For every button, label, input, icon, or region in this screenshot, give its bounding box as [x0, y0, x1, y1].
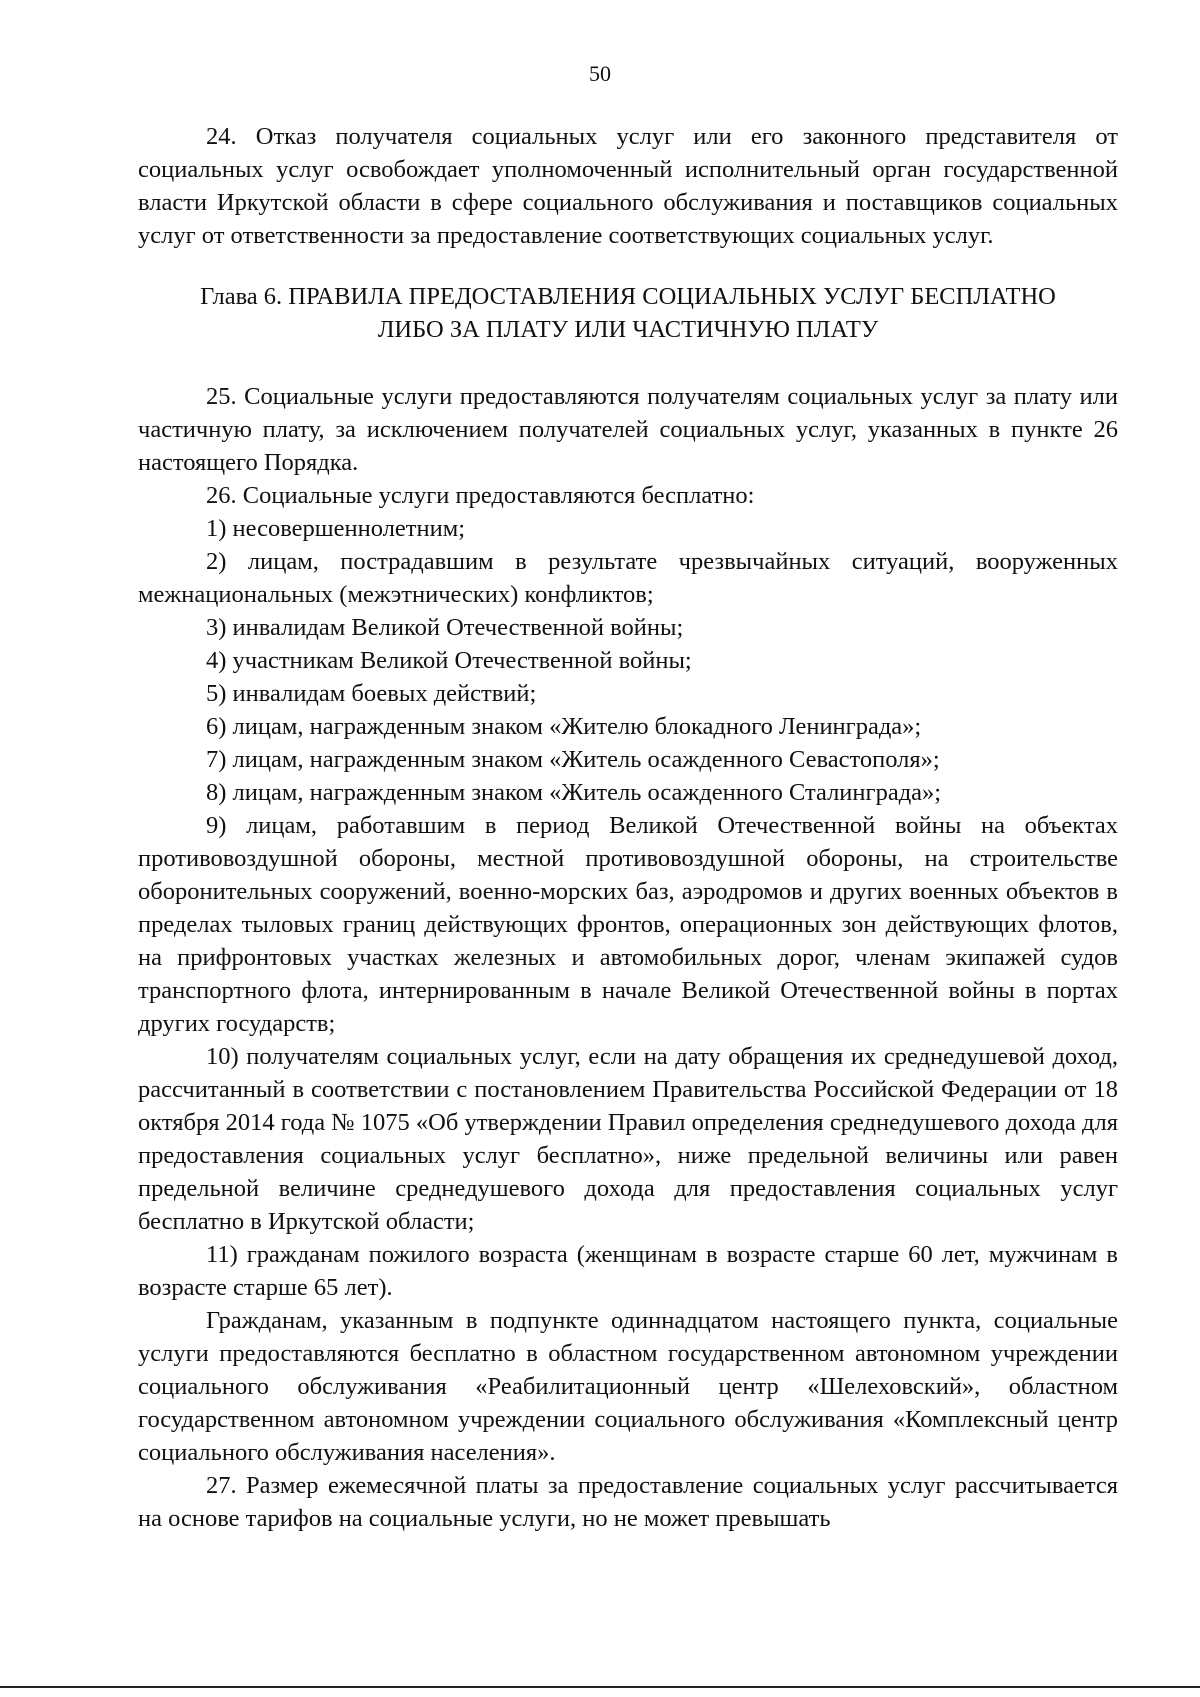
paragraph-24: 24. Отказ получателя социальных услуг или его законного представителя от социальных услуг освобождает уполномоченный исполнительный орган государственной власти Иркутской области в сфере социального обслуживания и поставщиков социальных услуг от ответственности за предоставление соответствующих социальных услуг. — [138, 123, 1118, 249]
list-item-7: 7) лицам, награжденным знаком «Житель осажденного Севастополя»; — [206, 746, 940, 773]
page-number: 50 — [589, 61, 611, 86]
chapter-heading — [138, 280, 1118, 346]
list-item-11: 11) гражданам пожилого возраста (женщинам в возрасте старше 60 лет, мужчинам в возрасте старше 65 лет). — [138, 1241, 1118, 1301]
list-item-9: 9) лицам, работавшим в период Великой Отечественной войны на объектах противовоздушной обороны, местной противовоздушной обороны, на строительстве оборонительных сооружений, военно-морских баз, аэродромов и других военных объектов в пределах тыловых границ действующих фронтов, операционных зон действующих флотов, на прифронтовых участках железных и автомобильных дорог, членам экипажей судов транспортного флота, интернированным в начале Великой Отечественной войны в портах других государств; — [138, 812, 1118, 1037]
list-item-1: 1) несовершеннолетним; — [206, 515, 466, 542]
document-body — [138, 120, 1118, 1535]
list-item-2: 2) лицам, пострадавшим в результате чрезвычайных ситуаций, вооруженных межнациональных (межэтнических) конфликтов; — [138, 548, 1118, 608]
list-item-8: 8) лицам, награжденным знаком «Житель осажденного Сталинграда»; — [206, 779, 942, 806]
list-item-5: 5) инвалидам боевых действий; — [206, 680, 537, 707]
list-item-3: 3) инвалидам Великой Отечественной войны; — [206, 614, 684, 641]
chapter-heading-line-2: ЛИБО ЗА ПЛАТУ ИЛИ ЧАСТИЧНУЮ ПЛАТУ — [377, 316, 879, 343]
paragraph-26: 26. Социальные услуги предоставляются бесплатно: — [206, 482, 755, 509]
paragraph-note: Гражданам, указанным в подпункте одиннадцатом настоящего пункта, социальные услуги предоставляются бесплатно в областном государственном автономном учреждении социального обслуживания «Реабилитационный центр «Шелеховский», областном государственном автономном учреждении социального обслуживания «Комплексный центр социального обслуживания населения». — [138, 1307, 1118, 1466]
list-item-6: 6) лицам, награжденным знаком «Жителю блокадного Ленинграда»; — [206, 713, 922, 740]
list-item-4: 4) участникам Великой Отечественной войны; — [206, 647, 692, 674]
paragraph-27: 27. Размер ежемесячной платы за предоставление социальных услуг рассчитывается на основе тарифов на социальные услуги, но не может превышать — [138, 1472, 1118, 1532]
bottom-rule — [0, 1686, 1200, 1688]
paragraph-25: 25. Социальные услуги предоставляются получателям социальных услуг за плату или частичную плату, за исключением получателей социальных услуг, указанных в пункте 26 настоящего Порядка. — [138, 383, 1118, 476]
list-item-10: 10) получателям социальных услуг, если на дату обращения их среднедушевой доход, рассчитанный в соответствии с постановлением Правительства Российской Федерации от 18 октября 2014 года № 1075 «Об утверждении Правил определения среднедушевого дохода для предоставления социальных услуг бесплатно», ниже предельной величины или равен предельной величине среднедушевого дохода для предоставления социальных услуг бесплатно в Иркутской области; — [138, 1043, 1118, 1235]
chapter-heading-line-1: Глава 6. ПРАВИЛА ПРЕДОСТАВЛЕНИЯ СОЦИАЛЬНЫХ УСЛУГ БЕСПЛАТНО — [200, 283, 1056, 310]
